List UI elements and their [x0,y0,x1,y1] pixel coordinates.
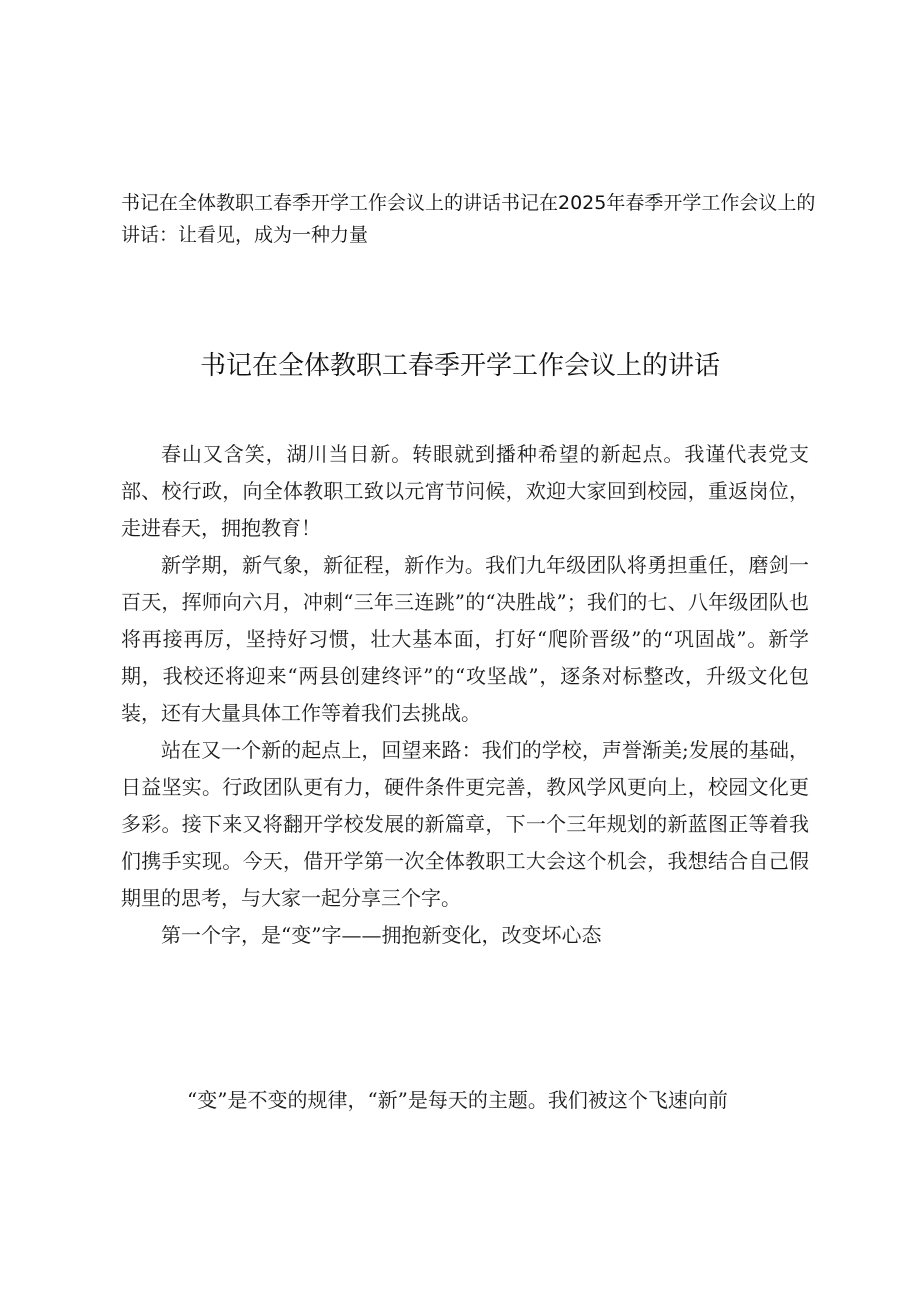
speech-body [121,436,809,954]
paragraph-2: 新学期，新气象，新征程，新作为。我们九年级团队将勇担重任，磨剑一百天，挥师向六月，冲刺“三年三连跳”的“决胜战”；我们的七、八年级团队也将再接再厉，坚持好习惯，壮大基本面，打好“爬阶晋级”的“巩固战”。新学期，我校还将迎来“两县创建终评”的“攻坚战”，逐条对标整改，升级文化包装，还有大量具体工作等着我们去挑战。 [121,553,809,725]
section-heading: 第一个字，是“变”字——拥抱新变化，改变坏心态 [161,923,602,947]
paragraph-3: 站在又一个新的起点上，回望来路：我们的学校，声誉渐美;发展的基础，日益坚实。行政团队更有力，硬件条件更完善，教风学风更向上，校园文化更多彩。接下来又将翻开学校发展的新篇章，下一个三年规划的新蓝图正等着我们携手实现。今天，借开学第一次全体教职工大会这个机会，我想结合自己假期里的思考，与大家一起分享三个字。 [121,738,809,910]
paragraph-4: “变”是不变的规律，“新”是每天的主题。我们被这个飞速向前 [187,1088,728,1112]
paragraph-1: 春山又含笑，湖川当日新。转眼就到播种希望的新起点。我谨代表党支部、校行政，向全体教职工致以元宵节问候，欢迎大家回到校园，重返岗位，走进春天，拥抱教育！ [121,442,809,540]
speech-body-continued [121,1082,809,1119]
speech-title: 书记在全体教职工春季开学工作会议上的讲话 [199,351,720,381]
document-heading: 书记在全体教职工春季开学工作会议上的讲话书记在2025年春季开学工作会议上的讲话：让看见，成为一种力量 [121,192,816,246]
